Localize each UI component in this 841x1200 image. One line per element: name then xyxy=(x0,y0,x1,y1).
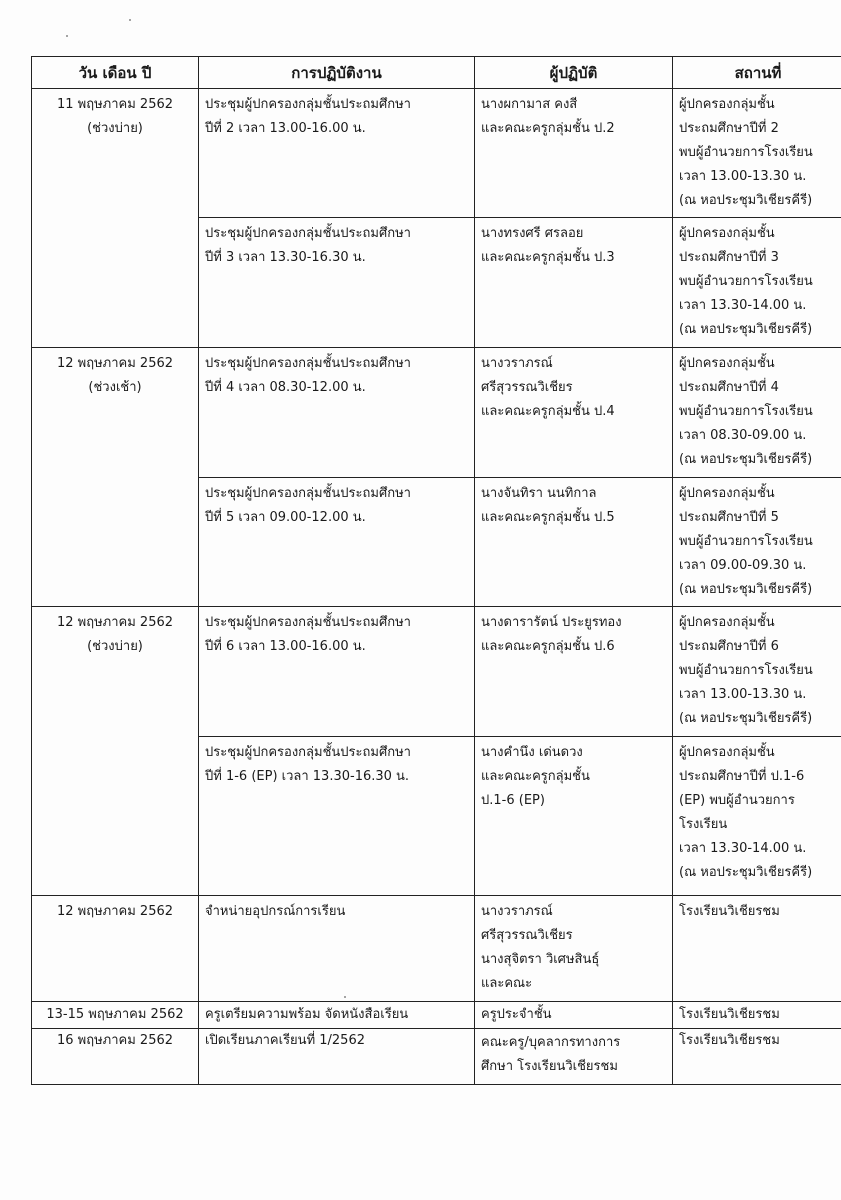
person-text: นางผกามาส คงสี xyxy=(481,97,578,112)
place-text: ประถมศึกษาปีที่ ป.1-6 xyxy=(679,769,805,784)
place-text: ผู้ปกครองกลุ่มชั้น xyxy=(679,615,775,630)
activity-text: ครูเตรียมความพร้อม จัดหนังสือเรียน xyxy=(205,1007,409,1022)
person-cell xyxy=(475,218,673,348)
activity-cell xyxy=(199,896,475,1002)
place-cell xyxy=(673,89,841,218)
person-cell xyxy=(475,1029,673,1085)
place-cell xyxy=(673,1029,841,1085)
place-text: ประถมศึกษาปีที่ 3 xyxy=(679,250,779,265)
person-text: และคณะครูกลุ่มชั้น ป.6 xyxy=(481,639,615,654)
person-text: ศึกษา โรงเรียนวิเชียรชม xyxy=(481,1059,618,1074)
scan-speck xyxy=(66,35,68,37)
person-cell xyxy=(475,607,673,737)
activity-cell xyxy=(199,1002,475,1029)
person-text: นางทรงศรี ศรลอย xyxy=(481,226,584,241)
date-cell xyxy=(32,896,199,1002)
activity-text: ประชุมผู้ปกครองกลุ่มชั้นประถมศึกษา xyxy=(205,745,411,760)
person-cell xyxy=(475,348,673,478)
place-text: เวลา 13.00-13.30 น. xyxy=(679,169,807,184)
place-text: (ณ หอประชุมวิเชียรคีรี) xyxy=(679,711,813,726)
place-text: (EP) พบผู้อำนวยการ xyxy=(679,793,795,808)
activity-cell xyxy=(199,607,475,737)
place-text: ประถมศึกษาปีที่ 6 xyxy=(679,639,779,654)
activity-text: ประชุมผู้ปกครองกลุ่มชั้นประถมศึกษา xyxy=(205,97,411,112)
place-text: เวลา 13.30-14.00 น. xyxy=(679,298,807,313)
date-text: 11 พฤษภาคม 2562 xyxy=(56,97,174,112)
place-text: ประถมศึกษาปีที่ 5 xyxy=(679,510,779,525)
place-cell xyxy=(673,218,841,348)
place-text: พบผู้อำนวยการโรงเรียน xyxy=(679,145,813,160)
place-text: ประถมศึกษาปีที่ 4 xyxy=(679,380,779,395)
schedule-table xyxy=(31,56,841,1085)
activity-time: ปีที่ 4 เวลา 08.30-12.00 น. xyxy=(205,380,366,395)
place-text: ผู้ปกครองกลุ่มชั้น xyxy=(679,226,775,241)
place-text: (ณ หอประชุมวิเชียรคีรี) xyxy=(679,322,813,337)
person-text: นางสุจิตรา วิเศษสินธุ์ xyxy=(481,952,600,967)
place-text: พบผู้อำนวยการโรงเรียน xyxy=(679,274,813,289)
activity-text: จำหน่ายอุปกรณ์การเรียน xyxy=(205,904,346,919)
person-text: และคณะครูกลุ่มชั้น ป.2 xyxy=(481,121,615,136)
person-text: นางวราภรณ์ xyxy=(481,904,553,919)
scan-speck xyxy=(129,19,131,21)
date-cell xyxy=(32,348,199,607)
date-cell xyxy=(32,89,199,348)
activity-time: ปีที่ 1-6 (EP) เวลา 13.30-16.30 น. xyxy=(205,769,410,784)
place-cell xyxy=(673,737,841,896)
date-cell xyxy=(32,1002,199,1029)
place-text: ผู้ปกครองกลุ่มชั้น xyxy=(679,486,775,501)
person-text: ครูประจำชั้น xyxy=(481,1007,552,1022)
place-text: โรงเรียน xyxy=(679,817,728,832)
place-text: ผู้ปกครองกลุ่มชั้น xyxy=(679,356,775,371)
place-text: เวลา 13.30-14.00 น. xyxy=(679,841,807,856)
place-text: โรงเรียนวิเชียรชม xyxy=(679,1007,780,1022)
date-cell xyxy=(32,1029,199,1085)
date-text: 12 พฤษภาคม 2562 xyxy=(56,904,174,919)
table-row xyxy=(32,89,841,218)
header-place: สถานที่ xyxy=(673,57,841,89)
person-text: และคณะครูกลุ่มชั้น ป.4 xyxy=(481,404,615,419)
place-text: ผู้ปกครองกลุ่มชั้น xyxy=(679,97,775,112)
table-row xyxy=(32,607,841,737)
person-text: นางจันทิรา นนทิกาล xyxy=(481,486,597,501)
person-text: และคณะครูกลุ่มชั้น ป.3 xyxy=(481,250,615,265)
activity-time: ปีที่ 2 เวลา 13.00-16.00 น. xyxy=(205,121,366,136)
person-cell xyxy=(475,478,673,607)
place-text: โรงเรียนวิเชียรชม xyxy=(679,1033,780,1048)
place-text: เวลา 08.30-09.00 น. xyxy=(679,428,807,443)
person-cell xyxy=(475,896,673,1002)
activity-cell xyxy=(199,348,475,478)
date-text: 12 พฤษภาคม 2562 xyxy=(56,356,174,371)
place-text: พบผู้อำนวยการโรงเรียน xyxy=(679,534,813,549)
person-text: ศรีสุวรรณวิเชียร xyxy=(481,380,573,395)
activity-cell xyxy=(199,478,475,607)
activity-cell xyxy=(199,1029,475,1085)
person-text: ป.1-6 (EP) xyxy=(481,793,545,808)
place-cell xyxy=(673,478,841,607)
person-text: ศรีสุวรรณวิเชียร xyxy=(481,928,573,943)
activity-time: ปีที่ 3 เวลา 13.30-16.30 น. xyxy=(205,250,366,265)
activity-time: ปีที่ 5 เวลา 09.00-12.00 น. xyxy=(205,510,366,525)
person-cell xyxy=(475,737,673,896)
table-header-row xyxy=(32,57,841,89)
person-text: และคณะครูกลุ่มชั้น xyxy=(481,769,590,784)
person-text: และคณะ xyxy=(481,976,533,991)
date-period: (ช่วงบ่าย) xyxy=(87,639,143,654)
scan-speck xyxy=(344,996,346,998)
person-text: นางวราภรณ์ xyxy=(481,356,553,371)
person-cell xyxy=(475,1002,673,1029)
activity-text: ประชุมผู้ปกครองกลุ่มชั้นประถมศึกษา xyxy=(205,356,411,371)
person-text: นางคำนึง เด่นดวง xyxy=(481,745,583,760)
place-cell xyxy=(673,607,841,737)
place-text: เวลา 09.00-09.30 น. xyxy=(679,558,807,573)
activity-text: ประชุมผู้ปกครองกลุ่มชั้นประถมศึกษา xyxy=(205,226,411,241)
table-row xyxy=(32,1002,841,1029)
place-text: เวลา 13.00-13.30 น. xyxy=(679,687,807,702)
place-text: พบผู้อำนวยการโรงเรียน xyxy=(679,404,813,419)
activity-cell xyxy=(199,89,475,218)
person-text: และคณะครูกลุ่มชั้น ป.5 xyxy=(481,510,615,525)
place-text: พบผู้อำนวยการโรงเรียน xyxy=(679,663,813,678)
place-text: (ณ หอประชุมวิเชียรคีรี) xyxy=(679,452,813,467)
table-row xyxy=(32,896,841,1002)
place-text: (ณ หอประชุมวิเชียรคีรี) xyxy=(679,582,813,597)
date-text: 12 พฤษภาคม 2562 xyxy=(56,615,174,630)
header-person: ผู้ปฏิบัติ xyxy=(475,57,673,89)
person-text: คณะครู/บุคลากรทางการ xyxy=(481,1035,621,1050)
place-text: โรงเรียนวิเชียรชม xyxy=(679,904,780,919)
date-cell xyxy=(32,607,199,896)
table-row xyxy=(32,1029,841,1085)
table-row xyxy=(32,348,841,478)
activity-text: ประชุมผู้ปกครองกลุ่มชั้นประถมศึกษา xyxy=(205,486,411,501)
place-cell xyxy=(673,896,841,1002)
header-date: วัน เดือน ปี xyxy=(32,57,199,89)
activity-time: ปีที่ 6 เวลา 13.00-16.00 น. xyxy=(205,639,366,654)
place-text: (ณ หอประชุมวิเชียรคีรี) xyxy=(679,865,813,880)
place-cell xyxy=(673,1002,841,1029)
place-text: (ณ หอประชุมวิเชียรคีรี) xyxy=(679,193,813,208)
activity-cell xyxy=(199,218,475,348)
activity-text: ประชุมผู้ปกครองกลุ่มชั้นประถมศึกษา xyxy=(205,615,411,630)
activity-cell xyxy=(199,737,475,896)
date-text: 16 พฤษภาคม 2562 xyxy=(56,1033,174,1048)
place-cell xyxy=(673,348,841,478)
place-text: ผู้ปกครองกลุ่มชั้น xyxy=(679,745,775,760)
date-period: (ช่วงบ่าย) xyxy=(87,121,143,136)
person-cell xyxy=(475,89,673,218)
date-text: 13-15 พฤษภาคม 2562 xyxy=(46,1007,184,1022)
date-period: (ช่วงเช้า) xyxy=(88,380,142,395)
person-text: นางดารารัตน์ ประยูรทอง xyxy=(481,615,622,630)
place-text: ประถมศึกษาปีที่ 2 xyxy=(679,121,779,136)
activity-text: เปิดเรียนภาคเรียนที่ 1/2562 xyxy=(205,1033,365,1048)
header-activity: การปฏิบัติงาน xyxy=(199,57,475,89)
